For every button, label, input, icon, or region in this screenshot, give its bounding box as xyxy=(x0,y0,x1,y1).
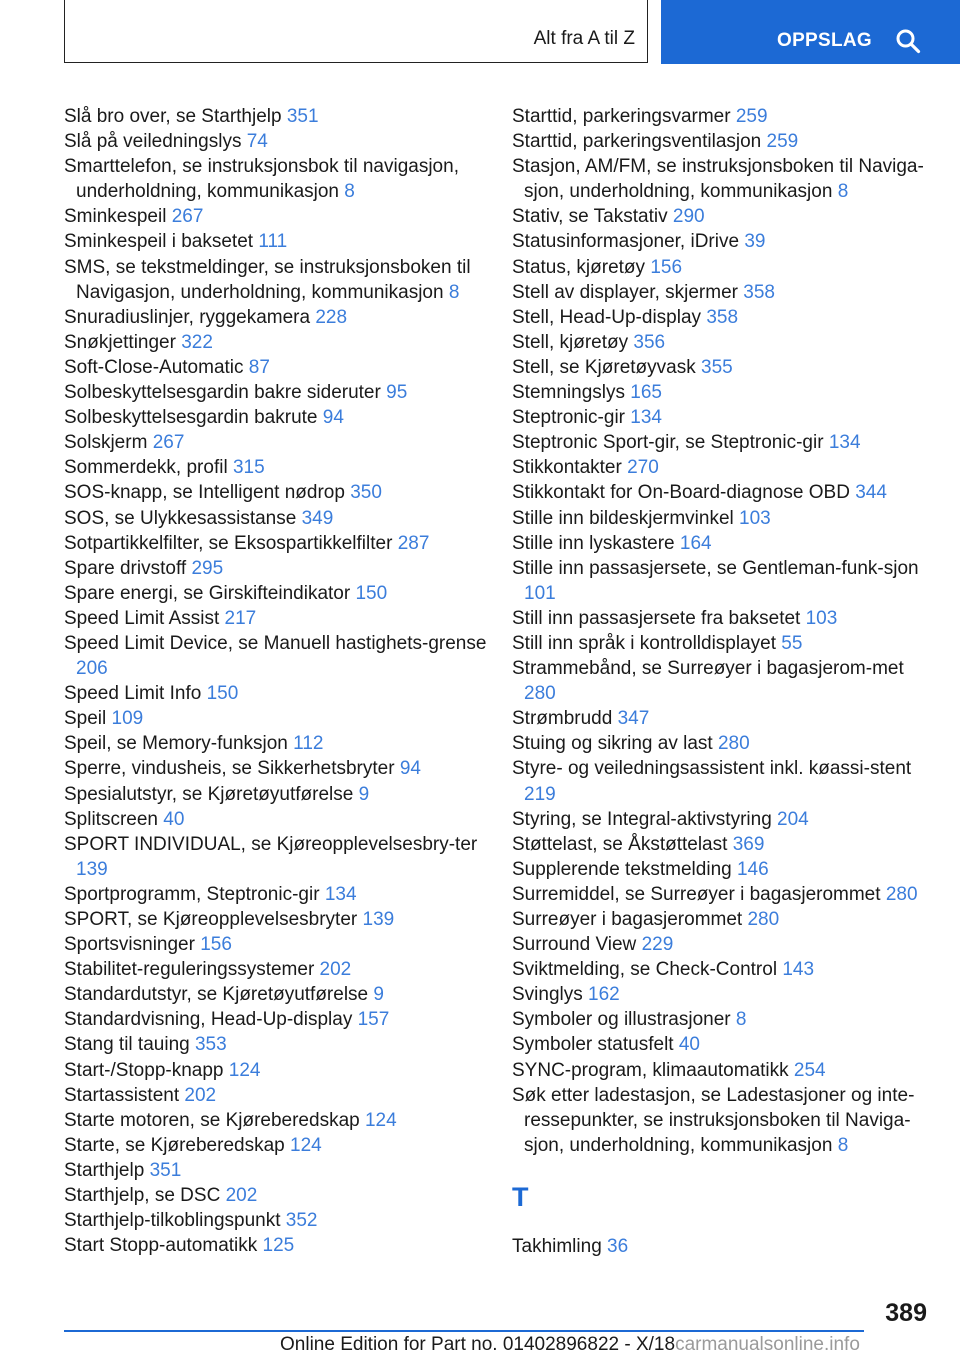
index-entry-text: Stabilitet-reguleringssystemer xyxy=(64,959,315,981)
index-page-link[interactable]: 351 xyxy=(149,1159,182,1181)
index-entry xyxy=(512,305,932,330)
index-entry-text: Speed Limit Device, se Manuell hastighets‐grense xyxy=(64,632,487,654)
index-entry-text: Stasjon, AM/FM, se instruksjonsboken til Naviga‐sjon, underholdning, kommunikasjon xyxy=(512,156,924,203)
index-entry-text: SPORT INDIVIDUAL, se Kjøreopplevelsesbry‐ter xyxy=(64,833,478,855)
index-entry xyxy=(512,982,932,1007)
index-entry-text: Stille inn passasjersete, se Gentleman-funk‐sjon xyxy=(512,557,919,579)
index-entry-text: Starttid, parkeringsventilasjon xyxy=(512,131,762,153)
index-entry-text: Stikkontakter xyxy=(512,457,622,479)
index-page-link[interactable]: 322 xyxy=(181,331,213,353)
index-entry xyxy=(64,380,494,405)
index-page-link[interactable]: 349 xyxy=(301,507,334,529)
index-entry xyxy=(512,932,932,957)
index-entry xyxy=(64,832,494,882)
index-entry-text: Takhimling xyxy=(512,1235,602,1257)
index-entry xyxy=(512,606,932,631)
index-page-link[interactable]: 352 xyxy=(285,1210,318,1232)
index-page-link[interactable]: 280 xyxy=(885,883,918,905)
index-entry xyxy=(64,882,494,907)
tab-oppslag[interactable] xyxy=(661,0,960,64)
index-entry-text: Sminkespeil xyxy=(64,206,167,228)
index-entry xyxy=(512,280,932,305)
index-entry-text: Stuing og sikring av last xyxy=(512,733,713,755)
index-entry-text: Status, kjøretøy xyxy=(512,256,646,278)
index-entry xyxy=(512,1234,932,1259)
index-page-link[interactable]: 270 xyxy=(627,457,659,479)
index-entry xyxy=(512,706,932,731)
index-page-link[interactable]: 165 xyxy=(630,382,662,404)
index-entry-text: Søk etter ladestasjon, se Ladestasjoner og inte‐ressepunkter, se instruksjonsboken til Naviga‐sjon, underholdning, kommunikasjon xyxy=(512,1084,915,1156)
index-entry xyxy=(64,907,494,932)
index-entries-after-letter xyxy=(512,1234,932,1259)
index-entry xyxy=(512,882,932,907)
index-page-link[interactable]: 156 xyxy=(200,934,232,956)
tab-alt-fra-a-til-z[interactable] xyxy=(64,0,648,63)
footer-edition: Online Edition for Part no. 01402896822 - X/18 xyxy=(280,1334,676,1355)
index-entry-text: Styre- og veiledningsassistent inkl. køassi‐stent xyxy=(512,758,912,780)
index-entry xyxy=(64,229,494,254)
index-entry xyxy=(64,706,494,731)
index-entry-text: Surround View xyxy=(512,934,637,956)
index-entry xyxy=(64,957,494,982)
index-entry xyxy=(512,1083,932,1158)
index-page-link[interactable]: 8 xyxy=(735,1009,747,1031)
index-entry-text: Styring, se Integral-aktivstyring xyxy=(512,808,772,830)
index-page-link[interactable]: 94 xyxy=(399,758,421,780)
index-entry xyxy=(512,957,932,982)
index-page-link[interactable]: 350 xyxy=(350,482,382,504)
index-entry-text: Speil xyxy=(64,708,107,730)
index-entry-text: Stell, Head-Up-display xyxy=(512,306,702,328)
index-page-link[interactable]: 109 xyxy=(111,708,144,730)
footer-divider xyxy=(64,1330,864,1332)
index-entry-text: Støttelast, se Åkstøttelast xyxy=(512,833,728,855)
index-entry-text: Symboler statusfelt xyxy=(512,1034,674,1056)
index-entry xyxy=(64,1158,494,1183)
index-page-link[interactable]: 267 xyxy=(152,432,185,454)
index-entry xyxy=(64,104,494,129)
index-entry xyxy=(64,255,494,305)
index-entry-text: Stikkontakt for On-Board-diagnose OBD xyxy=(512,482,850,504)
index-entry-text: Steptronic-gir xyxy=(512,407,625,429)
index-page-link[interactable]: 40 xyxy=(163,808,185,830)
index-entry-text: Starthjelp-tilkoblingspunkt xyxy=(64,1210,281,1232)
index-entry-text: Stang til tauing xyxy=(64,1034,190,1056)
index-entry xyxy=(64,782,494,807)
index-page-link[interactable]: 157 xyxy=(357,1009,390,1031)
index-entry xyxy=(512,807,932,832)
index-entry xyxy=(512,907,932,932)
index-page-link[interactable]: 358 xyxy=(743,281,775,303)
index-entry-text: Starte, se Kjøreberedskap xyxy=(64,1134,285,1156)
index-entry-text: Snuradiuslinjer, ryggekamera xyxy=(64,306,311,328)
index-entry-text: Spare drivstoff xyxy=(64,557,187,579)
index-entry-text: Stell, se Kjøretøyvask xyxy=(512,356,696,378)
index-entry xyxy=(512,556,932,606)
index-entry-text: Sviktmelding, se Check-Control xyxy=(512,959,778,981)
index-page-link[interactable]: 206 xyxy=(76,658,108,680)
index-entry-text: Still inn språk i kontrolldisplayet xyxy=(512,632,777,654)
index-entry xyxy=(512,1032,932,1057)
index-entry-text: Soft-Close-Automatic xyxy=(64,356,244,378)
index-entry xyxy=(64,430,494,455)
index-page-link[interactable]: 358 xyxy=(706,306,739,328)
index-entry xyxy=(64,1007,494,1032)
index-entries-right xyxy=(512,104,932,1158)
index-entry xyxy=(512,255,932,280)
index-entry-text: SOS-knapp, se Intelligent nødrop xyxy=(64,482,345,504)
index-page-link[interactable]: 280 xyxy=(524,683,556,705)
index-page-link[interactable]: 9 xyxy=(373,984,384,1006)
index-page-link[interactable]: 8 xyxy=(344,181,355,203)
index-entry-text: Supplerende tekstmelding xyxy=(512,858,732,880)
index-page-link[interactable]: 280 xyxy=(747,909,780,930)
index-entry xyxy=(64,129,494,154)
search-icon[interactable] xyxy=(895,28,921,54)
index-entry xyxy=(64,807,494,832)
index-entry-text: Startassistent xyxy=(64,1084,180,1106)
index-entry xyxy=(512,229,932,254)
index-entry xyxy=(64,1058,494,1083)
index-page-link[interactable]: 101 xyxy=(524,582,556,604)
index-entry-text: Still inn passasjersete fra baksetet xyxy=(512,607,801,629)
index-page-link[interactable]: 150 xyxy=(355,582,388,604)
index-page-link[interactable]: 8 xyxy=(837,1134,849,1156)
index-page-link[interactable]: 156 xyxy=(650,256,683,278)
index-entry-text: SMS, se tekstmeldinger, se instruksjonsboken til Navigasjon, underholdning, kommunikasjon xyxy=(64,256,471,303)
tab-label: Alt fra A til Z xyxy=(533,28,635,49)
index-page-link[interactable]: 103 xyxy=(739,507,771,529)
index-entry-text: Stell av displayer, skjermer xyxy=(512,281,738,303)
index-page-link[interactable]: 259 xyxy=(735,106,768,127)
index-entry xyxy=(64,154,494,204)
index-page-link[interactable]: 259 xyxy=(766,131,799,153)
index-entry-text: Statusinformasjoner, iDrive xyxy=(512,231,740,253)
index-page-link[interactable]: 347 xyxy=(617,708,650,730)
index-entry-text: Slå på veiledningslys xyxy=(64,131,242,153)
index-entry-text: Speed Limit Info xyxy=(64,683,202,705)
index-entry-text: Sportprogramm, Steptronic-gir xyxy=(64,883,320,905)
index-page-link[interactable]: 204 xyxy=(777,808,809,830)
index-page-link[interactable]: 111 xyxy=(258,231,288,253)
index-entry-text: SPORT, se Kjøreopplevelsesbryter xyxy=(64,909,358,930)
index-entry xyxy=(64,204,494,229)
index-entry xyxy=(64,506,494,531)
index-entry-text: Solbeskyttelsesgardin bakrute xyxy=(64,407,318,429)
index-entry xyxy=(512,330,932,355)
index-entry xyxy=(64,631,494,681)
index-page-link[interactable]: 124 xyxy=(290,1134,322,1156)
index-entry-text: Stille inn lyskastere xyxy=(512,532,675,554)
index-page-link[interactable]: 356 xyxy=(633,331,666,353)
index-page-link[interactable]: 280 xyxy=(717,733,750,755)
index-entry-text: Splitscreen xyxy=(64,808,158,830)
index-entry xyxy=(64,330,494,355)
index-column-right xyxy=(512,104,932,1259)
index-entry-text: Solbeskyttelsesgardin bakre sideruter xyxy=(64,382,381,404)
section-letter: T xyxy=(512,1181,529,1212)
index-page-link[interactable]: 290 xyxy=(672,206,705,228)
index-page-link[interactable]: 202 xyxy=(184,1084,217,1106)
index-entry xyxy=(64,480,494,505)
index-entry xyxy=(512,832,932,857)
index-entry-text: Stille inn bildeskjermvinkel xyxy=(512,507,734,529)
index-page-link[interactable]: 103 xyxy=(805,607,838,629)
index-entry-text: Stativ, se Takstativ xyxy=(512,206,668,228)
index-entry xyxy=(512,506,932,531)
index-entry-text: Starttid, parkeringsvarmer xyxy=(512,106,731,127)
index-entry xyxy=(64,305,494,330)
index-entry-text: Sotpartikkelfilter, se Eksospartikkelfilter xyxy=(64,532,393,554)
index-page-link[interactable]: 229 xyxy=(641,934,674,956)
index-page-link[interactable]: 287 xyxy=(397,532,430,554)
index-page-link[interactable]: 134 xyxy=(324,883,357,905)
index-entry-text: Sminkespeil i baksetet xyxy=(64,231,254,253)
index-entry-text: Sperre, vindusheis, se Sikkerhetsbryter xyxy=(64,758,395,780)
index-entry xyxy=(64,1083,494,1108)
index-page-link[interactable]: 39 xyxy=(744,231,766,253)
index-page-link[interactable]: 9 xyxy=(358,783,370,805)
footer-watermark: carmanualsonline.info xyxy=(675,1334,860,1355)
index-entry xyxy=(512,380,932,405)
index-entry-text: Svinglys xyxy=(512,984,583,1006)
index-entry xyxy=(512,656,932,706)
index-page-link[interactable]: 124 xyxy=(364,1109,397,1131)
tab-label: OPPSLAG xyxy=(777,30,873,51)
index-entry xyxy=(512,857,932,882)
index-entry xyxy=(512,1058,932,1083)
index-entry-text: Snøkjettinger xyxy=(64,331,176,353)
index-entry xyxy=(64,681,494,706)
index-entry xyxy=(512,204,932,229)
index-entry xyxy=(64,1032,494,1057)
index-entry xyxy=(512,731,932,756)
index-page-link[interactable]: 87 xyxy=(248,356,270,378)
index-page-link[interactable]: 254 xyxy=(793,1059,826,1081)
index-page-link[interactable]: 143 xyxy=(782,959,815,981)
index-page-link[interactable]: 125 xyxy=(262,1235,295,1257)
index-entry-text: Steptronic Sport-gir, se Steptronic-gir xyxy=(512,432,824,454)
index-page-link[interactable]: 74 xyxy=(246,131,268,153)
index-entry-text: Strammebånd, se Surreøyer i bagasjerom‐met xyxy=(512,658,904,680)
index-page-link[interactable]: 267 xyxy=(171,206,204,228)
index-entry xyxy=(64,756,494,781)
index-entry-text: Smarttelefon, se instruksjonsbok til navigasjon, underholdning, kommunikasjon xyxy=(64,156,459,203)
index-entry xyxy=(64,405,494,430)
index-entry-text: Start Stopp-automatikk xyxy=(64,1235,258,1257)
index-entry-text: Sportsvisninger xyxy=(64,934,195,956)
index-entry xyxy=(512,756,932,806)
index-page-link[interactable]: 134 xyxy=(828,432,861,454)
index-page-link[interactable]: 8 xyxy=(448,281,460,303)
index-entry-text: Starte motoren, se Kjøreberedskap xyxy=(64,1109,360,1131)
index-entry xyxy=(64,1108,494,1133)
index-page-link[interactable]: 94 xyxy=(322,407,344,429)
index-entry-text: SYNC-program, klimaautomatikk xyxy=(512,1059,789,1081)
index-entry-text: Stemningslys xyxy=(512,382,625,404)
index-page-link[interactable]: 369 xyxy=(732,833,765,855)
index-entry-text: Spare energi, se Girskifteindikator xyxy=(64,582,351,604)
index-column-left xyxy=(64,104,494,1258)
index-page-link[interactable]: 353 xyxy=(194,1034,227,1056)
index-entry-text: Solskjerm xyxy=(64,432,148,454)
index-entry-text: Start-/Stopp-knapp xyxy=(64,1059,224,1081)
index-page-link[interactable]: 355 xyxy=(701,356,733,378)
index-entry xyxy=(512,154,932,204)
index-entry xyxy=(64,581,494,606)
index-entry xyxy=(512,631,932,656)
index-page-link[interactable]: 315 xyxy=(232,457,265,479)
index-page-link[interactable]: 134 xyxy=(630,407,662,429)
index-entry xyxy=(64,556,494,581)
index-page-link[interactable]: 217 xyxy=(224,607,257,629)
index-entry xyxy=(64,455,494,480)
index-page-link[interactable]: 202 xyxy=(225,1185,258,1207)
index-entry-text: Sommerdekk, profil xyxy=(64,457,228,479)
index-page-link[interactable]: 162 xyxy=(588,984,620,1006)
index-entry-text: Standardvisning, Head-Up-display xyxy=(64,1009,353,1031)
index-entry-text: Starthjelp, se DSC xyxy=(64,1185,221,1207)
index-entry xyxy=(512,455,932,480)
index-entry-text: Strømbrudd xyxy=(512,708,613,730)
index-entry xyxy=(512,405,932,430)
index-page-link[interactable]: 164 xyxy=(679,532,712,554)
index-page-link[interactable]: 228 xyxy=(315,306,348,328)
index-entry xyxy=(64,1208,494,1233)
index-entry-text: Speil, se Memory-funksjon xyxy=(64,733,288,755)
index-page-link[interactable]: 36 xyxy=(607,1235,629,1257)
index-page-link[interactable]: 295 xyxy=(191,557,224,579)
index-entry-text: Speed Limit Assist xyxy=(64,607,220,629)
index-page-link[interactable]: 139 xyxy=(76,858,108,880)
index-page-link[interactable]: 219 xyxy=(524,783,556,805)
index-entry xyxy=(64,982,494,1007)
index-page-link[interactable]: 351 xyxy=(286,106,319,127)
index-entry-text: Surremiddel, se Surreøyer i bagasjerommet xyxy=(512,883,881,905)
index-entry xyxy=(64,731,494,756)
index-entry xyxy=(512,430,932,455)
index-entry-text: Slå bro over, se Starthjelp xyxy=(64,106,282,127)
index-entry xyxy=(64,1233,494,1258)
index-page-link[interactable]: 112 xyxy=(293,733,324,755)
index-entry-text: Standardutstyr, se Kjøretøyutførelse xyxy=(64,984,369,1006)
index-entry xyxy=(64,355,494,380)
index-entry xyxy=(512,104,932,129)
index-page-link[interactable]: 55 xyxy=(781,632,803,654)
index-entry xyxy=(512,1007,932,1032)
page-number: 389 xyxy=(885,1299,927,1327)
index-entry xyxy=(64,1183,494,1208)
index-entry xyxy=(512,355,932,380)
index-entry-text: SOS, se Ulykkesassistanse xyxy=(64,507,297,529)
index-entry xyxy=(512,531,932,556)
index-entry-text: Starthjelp xyxy=(64,1159,145,1181)
index-page-link[interactable]: 139 xyxy=(362,909,395,930)
index-entry xyxy=(512,480,932,505)
index-page-link[interactable]: 150 xyxy=(206,683,239,705)
index-page-link[interactable]: 124 xyxy=(228,1059,261,1081)
index-page-link[interactable]: 8 xyxy=(837,181,849,203)
index-entry xyxy=(512,129,932,154)
footer-text xyxy=(280,1334,860,1356)
index-page-link[interactable]: 40 xyxy=(678,1034,700,1056)
index-page-link[interactable]: 146 xyxy=(736,858,769,880)
index-entry-text: Symboler og illustrasjoner xyxy=(512,1009,731,1031)
index-entry xyxy=(64,606,494,631)
index-page-link[interactable]: 202 xyxy=(319,959,352,981)
index-page-link[interactable]: 344 xyxy=(855,482,887,504)
index-page-link[interactable]: 95 xyxy=(386,382,408,404)
index-entry xyxy=(64,932,494,957)
index-entry xyxy=(64,1133,494,1158)
index-entry-text: Spesialutstyr, se Kjøretøyutførelse xyxy=(64,783,354,805)
index-entry-text: Stell, kjøretøy xyxy=(512,331,629,353)
index-entry-text: Surreøyer i bagasjerommet xyxy=(512,909,743,930)
index-entry xyxy=(64,531,494,556)
